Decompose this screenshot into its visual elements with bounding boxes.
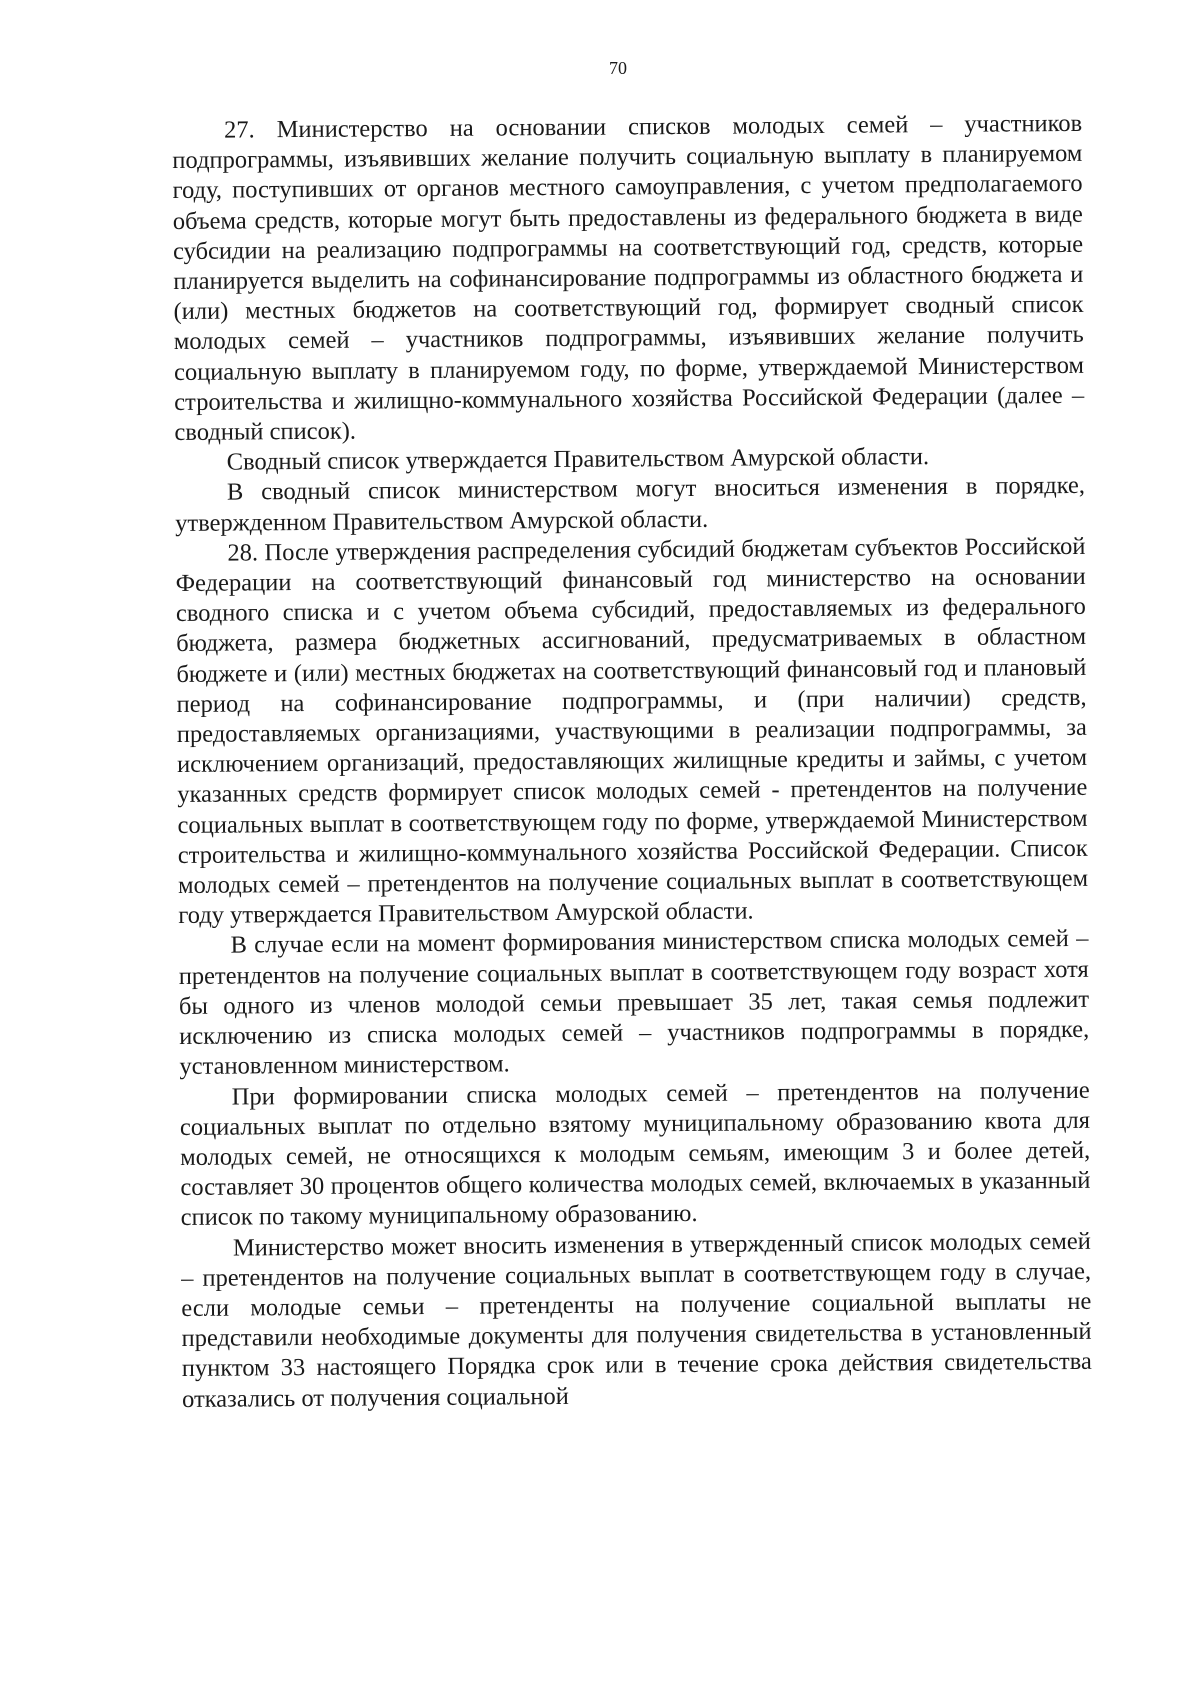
paragraph-summary-approval: Сводный список утверждается Правительством Амурской области.: [226, 443, 930, 476]
page-number: 70: [609, 58, 627, 78]
paragraph-age-exclusion: В случае если на момент формирования министерством списка молодых семей – претендентов на получение социальных выплат в соответствующем году возраст хотя бы одного из членов молодой семьи превышает 35 лет, такая семья подлежит исключению из списка молодых семей – участников подпрограммы в порядке, установленном министерством.: [178, 925, 1090, 1081]
document-body: [172, 109, 1092, 1415]
paragraph-quota: При формировании списка молодых семей – претендентов на получение социальных выплат по отдельно взятому муниципальному образованию квота для молодых семей, не относящихся к молодым семьям, имеющим 3 и более детей, составляет 30 процентов общего количества молодых семей, включаемых в указанный список по такому муниципальному образованию.: [179, 1076, 1091, 1232]
paragraph-28: 28. После утверждения распределения субсидий бюджетам субъектов Российской Федерации на соответствующий финансовый год министерство на основании сводного списка и с учетом объема субсидий, предоставляемых из федерального бюджета, размера бюджетных ассигнований, предусматриваемых в областном бюджете и (или) местных бюджетах на соответствующий финансовый год и плановый период на софинансирование подпрограммы, и (при наличии) средств, предоставляемых организациями, участвующими в реализации подпрограммы, за исключением организаций, предоставляющих жилищные кредиты и займы, с учетом указанных средств формирует список молодых семей - претендентов на получение социальных выплат в соответствующем году по форме, утверждаемой Министерством строительства и жилищно-коммунального хозяйства Российской Федерации. Список молодых семей – претендентов на получение социальных выплат в соответствующем году утверждается Правительством Амурской области.: [175, 532, 1089, 930]
paragraph-list-changes: Министерство может вносить изменения в утвержденный список молодых семей – претендентов на получение социальных выплат в соответствующем году в случае, если молодые семьи – претенденты на получение социальной выплаты не представили необходимые документы для получения свидетельства в установленный пунктом 33 настоящего Порядка срок или в течение срока действия свидетельства отказались от получения социальной: [181, 1227, 1092, 1413]
paragraph-27: 27. Министерство на основании списков молодых семей – участников подпрограммы, изъявивших желание получить социальную выплату в планируемом году, поступивших от органов местного самоуправления, с учетом предполагаемого объема средств, которые могут быть предоставлены из федерального бюджета в виде субсидии на реализацию подпрограммы на соответствующий год, средств, которые планируется выделить на софинансирование подпрограммы из областного бюджета и (или) местных бюджетов на соответствующий год, формирует сводный список молодых семей – участников подпрограммы, изъявивших желание получить социальную выплату в планируемом году, по форме, утверждаемой Министерством строительства и жилищно-коммунального хозяйства Российской Федерации (далее – сводный список).: [172, 109, 1085, 447]
paragraph-summary-changes: В сводный список министерством могут вноситься изменения в порядке, утвержденном Правительством Амурской области.: [175, 472, 1086, 537]
